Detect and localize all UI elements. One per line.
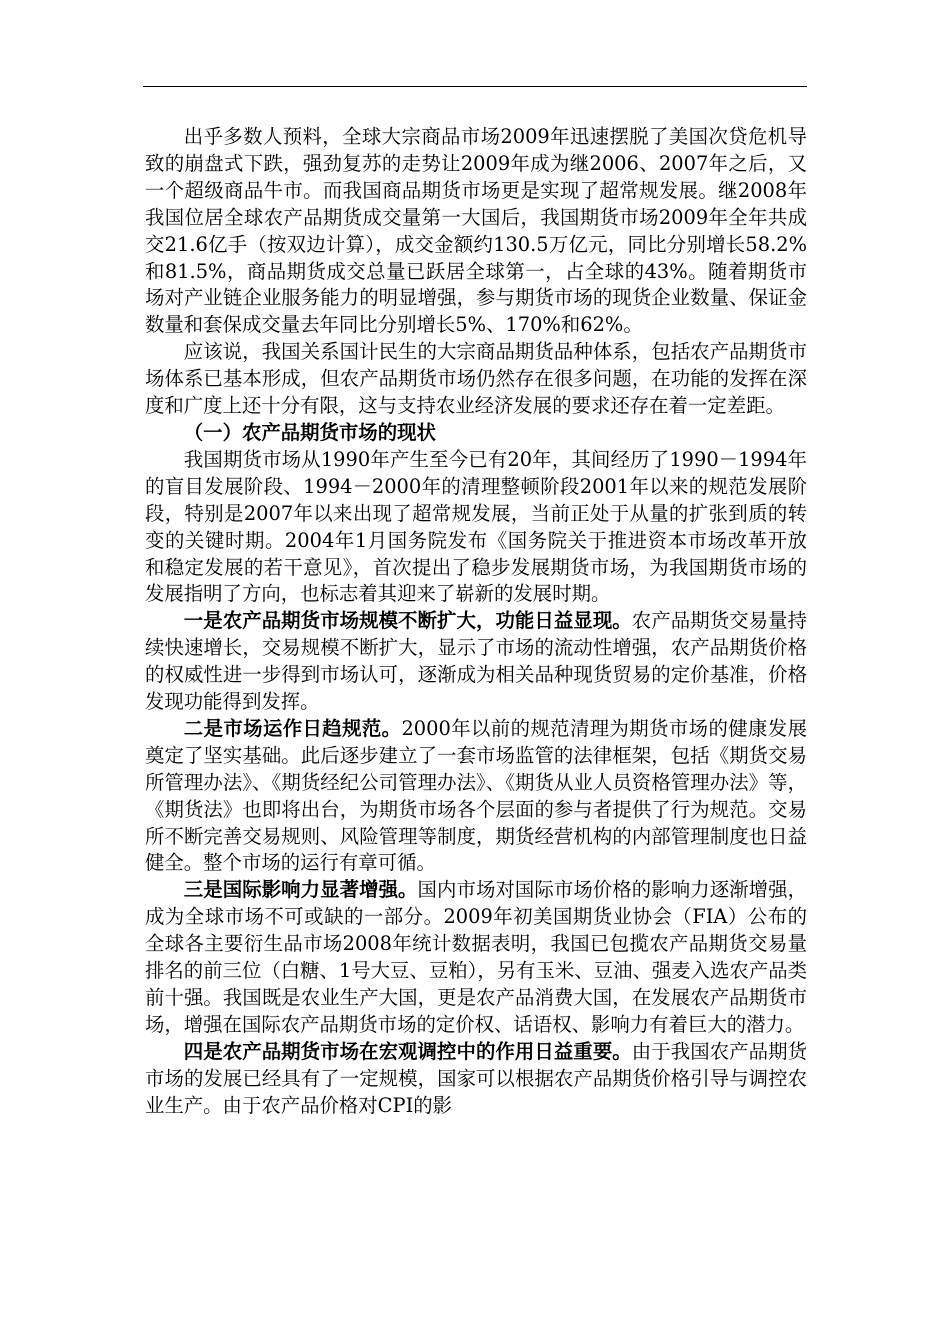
paragraph-lead: 三是国际影响力显著增强。 [183,878,418,902]
paragraph-text: 2000年以前的规范清理为期货市场的健康发展奠定了坚实基础。此后逐步建立了一套市场监管的法律框架，包括《期货交易所管理办法》、《期货经纪公司管理办法》、《期货从业人员资格管理办法》等，《期货法》也即将出台，为期货市场各个层面的参与者提供了行为规范。交易所不断完善交易规则、风险管理等制度，期货经营机构的内部管理制度也日益健全。整个市场的运行有章可循。 [145,716,807,875]
paragraph-text: 我国期货市场从1990年产生至今已有20年，其间经历了1990－1994年的盲目发展阶段、1994－2000年的清理整顿阶段2001年以来的规范发展阶段，特别是2007年以来出现了超常规发展，当前正处于从量的扩张到质的转变的关键时期。2004年1月国务院发布《国务院关于推进资本市场改革开放和稳定发展的若干意见》，首次提出了稳步发展期货市场，为我国期货市场的发展指明了方向，也标志着其迎来了崭新的发展时期。 [145,447,807,606]
paragraph-text: 出乎多数人预料，全球大宗商品市场2009年迅速摆脱了美国次贷危机导致的崩盘式下跌，强劲复苏的走势让2009年成为继2006、2007年之后，又一个超级商品牛市。而我国商品期货市场更是实现了超常规发展。继2008年我国位居全球农产品期货成交量第一大国后，我国期货市场2009年全年共成交21.6亿手（按双边计算），成交金额约130.5万亿元，同比分别增长58.2%和81.5%，商品期货成交总量已跃居全球第一，占全球的43%。随着期货市场对产业链企业服务能力的明显增强，参与期货市场的现货企业数量、保证金数量和套保成交量去年同比分别增长5%、170%和62%。 [145,125,807,337]
paragraph-lead: 二是市场运作日趋规范。 [183,716,402,740]
paragraph-market-recovery [145,124,807,339]
paragraph-point-one [145,608,807,716]
paragraph-text: 应该说，我国关系国计民生的大宗商品期货品种体系，包括农产品期货市场体系已基本形成，但农产品期货市场仍然存在很多问题，在功能的发挥在深度和广度上还十分有限，这与支持农业经济发展的要求还存在着一定差距。 [145,340,807,418]
header-rule [143,86,807,87]
document-body [145,124,807,1120]
paragraph-point-three [145,877,807,1038]
paragraph-system-gaps [145,339,807,420]
paragraph-point-two [145,716,807,877]
paragraph-text: 由于我国农产品期货市场的发展已经具有了一定规模，国家可以根据农产品期货价格引导与调控农业生产。由于农产品价格对CPI的影 [145,1039,808,1117]
paragraph-text: 国内市场对国际市场价格的影响力逐渐增强，成为全球市场不可或缺的一部分。2009年初美国期货业协会（FIA）公布的全球各主要衍生品市场2008年统计数据表明，我国已包揽农产品期货交易量排名的前三位（白糖、1号大豆、豆粕），另有玉米、豆油、强麦入选农产品类前十强。我国既是农业生产大国，更是农产品消费大国，在发展农产品期货市场，增强在国际农产品期货市场的定价权、话语权、影响力有着巨大的潜力。 [145,878,807,1036]
paragraph-lead: 一是农产品期货市场规模不断扩大，功能日益显现。 [183,609,632,633]
section-heading: （一）农产品期货市场的现状 [183,420,436,444]
paragraph-text: 农产品期货交易量持续快速增长，交易规模不断扩大，显示了市场的流动性增强，农产品期货价格的权威性进一步得到市场认可，逐渐成为相关品种现货贸易的定价基准，价格发现功能得到发挥。 [145,609,808,714]
paragraph-point-four [145,1039,807,1120]
paragraph-lead: 四是农产品期货市场在宏观调控中的作用日益重要。 [183,1039,632,1063]
paragraph-history [145,447,807,608]
